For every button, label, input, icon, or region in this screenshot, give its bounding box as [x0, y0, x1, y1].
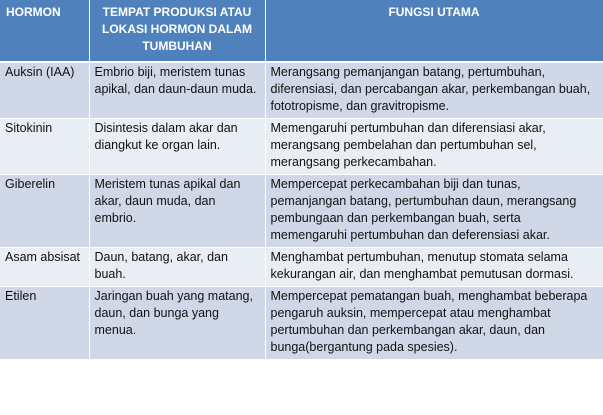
table-header — [0, 0, 603, 62]
cell-tempat: Disintesis dalam akar dan diangkut ke organ lain. — [89, 119, 265, 175]
cell-tempat: Meristem tunas apikal dan akar, daun muda, dan embrio. — [89, 175, 265, 248]
cell-fungsi: Mempercepat perkecambahan biji dan tunas, pemanjangan batang, pertumbuhan daun, merangsang pembungaan dan perkembangan buah, serta memengaruhi pertumbuhan dan deferensiasi akar. — [265, 175, 603, 248]
table-row — [0, 287, 603, 360]
cell-tempat: Jaringan buah yang matang, daun, dan bunga yang menua. — [89, 287, 265, 360]
table-body — [0, 62, 603, 360]
header-row — [0, 0, 603, 62]
cell-fungsi: Menghambat pertumbuhan, menutup stomata selama kekurangan air, dan menghambat pemutusan dormasi. — [265, 248, 603, 287]
cell-hormon: Sitokinin — [0, 119, 89, 175]
table-row — [0, 175, 603, 248]
table-row — [0, 62, 603, 119]
header-tempat-produksi: TEMPAT PRODUKSI ATAU LOKASI HORMON DALAM TUMBUHAN — [89, 0, 265, 62]
cell-fungsi: Merangsang pemanjangan batang, pertumbuhan, diferensiasi, dan percabangan akar, perkembangan buah, fototropisme, dan gravitropisme. — [265, 62, 603, 119]
table-row — [0, 248, 603, 287]
header-fungsi-utama: FUNGSI UTAMA — [265, 0, 603, 62]
cell-fungsi: Memengaruhi pertumbuhan dan diferensiasi akar, merangsang pembelahan dan pertumbuhan sel, merangsang perkecambahan. — [265, 119, 603, 175]
cell-hormon: Giberelin — [0, 175, 89, 248]
cell-hormon: Asam absisat — [0, 248, 89, 287]
header-hormon: HORMON — [0, 0, 89, 62]
cell-fungsi: Mempercepat pematangan buah, menghambat beberapa pengaruh auksin, mempercepat atau menghambat pertumbuhan dan perkembangan akar, daun, dan bunga(bergantung pada spesies). — [265, 287, 603, 360]
cell-tempat: Daun, batang, akar, dan buah. — [89, 248, 265, 287]
cell-hormon: Auksin (IAA) — [0, 62, 89, 119]
cell-tempat: Embrio biji, meristem tunas apikal, dan daun-daun muda. — [89, 62, 265, 119]
table-row — [0, 119, 603, 175]
cell-hormon: Etilen — [0, 287, 89, 360]
